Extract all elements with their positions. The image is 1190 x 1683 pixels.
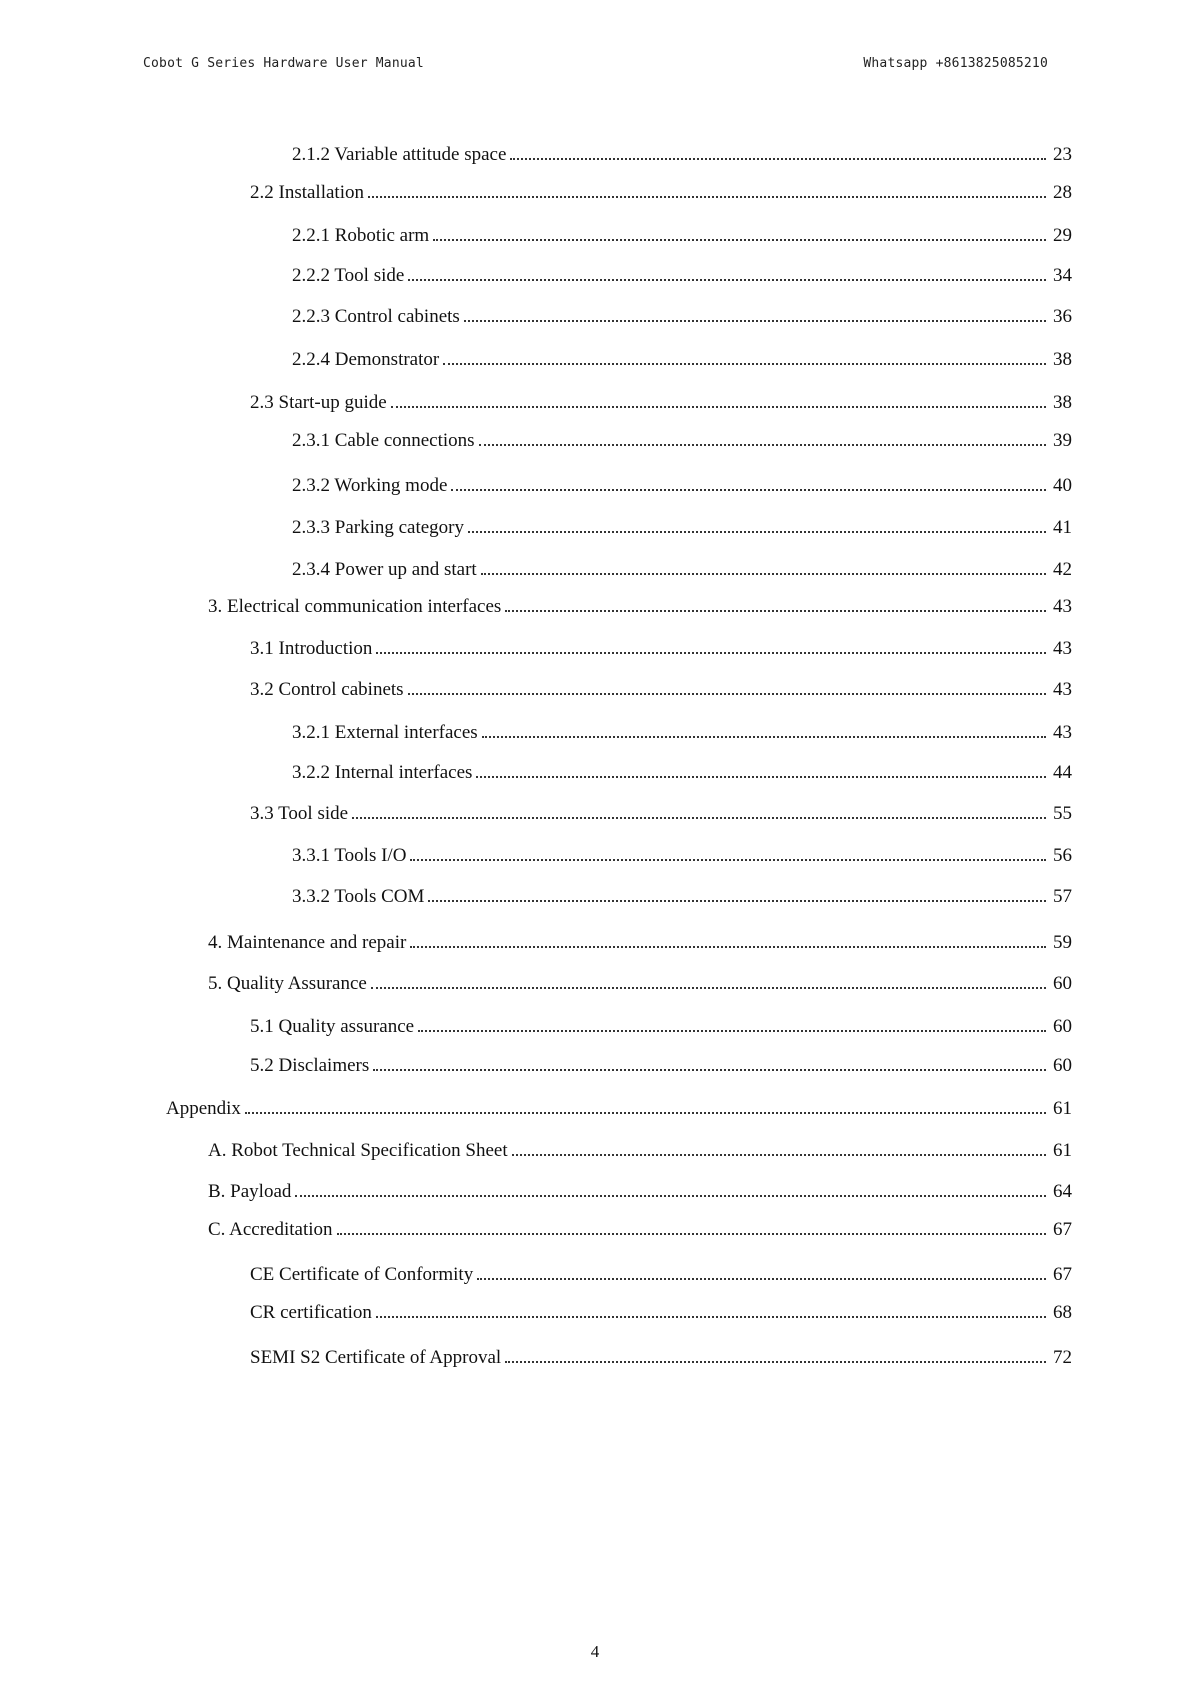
- toc-entry-label: 2.1.2 Variable attitude space: [292, 144, 507, 165]
- toc-entry-page: 36: [1053, 306, 1072, 327]
- toc-entry-label: 5. Quality Assurance: [208, 973, 367, 994]
- running-header-title: Cobot G Series Hardware User Manual: [143, 56, 424, 71]
- toc-entry-page: 57: [1053, 886, 1072, 907]
- toc-entry-label: A. Robot Technical Specification Sheet: [208, 1140, 508, 1161]
- toc-entry-page: 55: [1053, 803, 1072, 824]
- toc-entry-label: 2.2.2 Tool side: [292, 265, 405, 286]
- toc-leader-dots: [376, 652, 1046, 654]
- toc-entry-page: 68: [1053, 1302, 1072, 1323]
- toc-entry-label: 2.2 Installation: [250, 182, 364, 203]
- toc-entry[interactable]: [292, 347, 1072, 371]
- toc-entry-page: 60: [1053, 1016, 1072, 1037]
- toc-entry-label: 2.2.3 Control cabinets: [292, 306, 460, 327]
- toc-leader-dots: [368, 196, 1046, 198]
- toc-entry-page: 67: [1053, 1264, 1072, 1285]
- toc-entry-page: 39: [1053, 430, 1072, 451]
- toc-entry[interactable]: [292, 720, 1072, 744]
- toc-entry[interactable]: [250, 390, 1072, 414]
- toc-entry-page: 38: [1053, 349, 1072, 370]
- toc-entry-page: 28: [1053, 182, 1072, 203]
- toc-entry[interactable]: [292, 142, 1072, 166]
- toc-entry-label: CE Certificate of Conformity: [250, 1264, 474, 1285]
- toc-entry[interactable]: [208, 594, 1072, 618]
- toc-leader-dots: [371, 987, 1046, 989]
- toc-entry-label: 2.3.3 Parking category: [292, 517, 465, 538]
- toc-entry-label: 3.2.2 Internal interfaces: [292, 762, 473, 783]
- toc-entry-label: 2.3.2 Working mode: [292, 475, 448, 496]
- toc-entry-page: 42: [1053, 559, 1072, 580]
- toc-leader-dots: [373, 1069, 1046, 1071]
- toc-entry-label: B. Payload: [208, 1181, 292, 1202]
- toc-leader-dots: [512, 1154, 1046, 1156]
- toc-entry-page: 34: [1053, 265, 1072, 286]
- toc-leader-dots: [510, 158, 1046, 160]
- toc-entry-label: 2.3.4 Power up and start: [292, 559, 477, 580]
- toc-leader-dots: [477, 1278, 1046, 1280]
- toc-entry-page: 43: [1053, 679, 1072, 700]
- toc-entry-label: SEMI S2 Certificate of Approval: [250, 1347, 502, 1368]
- toc-entry-page: 72: [1053, 1347, 1072, 1368]
- toc-entry-label: 2.3 Start-up guide: [250, 392, 387, 413]
- toc-entry[interactable]: [208, 1179, 1072, 1203]
- toc-leader-dots: [482, 736, 1046, 738]
- toc-entry-page: 64: [1053, 1181, 1072, 1202]
- toc-entry-label: 3.3.2 Tools COM: [292, 886, 425, 907]
- toc-leader-dots: [481, 573, 1046, 575]
- toc-entry-page: 56: [1053, 845, 1072, 866]
- toc-entry-label: 2.3.1 Cable connections: [292, 430, 475, 451]
- toc-entry[interactable]: [250, 1014, 1072, 1038]
- toc-leader-dots: [376, 1316, 1046, 1318]
- toc-leader-dots: [410, 859, 1046, 861]
- toc-entry[interactable]: [250, 1262, 1072, 1286]
- toc-entry[interactable]: [250, 1300, 1072, 1324]
- toc-leader-dots: [451, 489, 1046, 491]
- toc-leader-dots: [433, 239, 1046, 241]
- toc-leader-dots: [408, 693, 1046, 695]
- running-header-contact: Whatsapp +8613825085210: [863, 56, 1048, 71]
- toc-entry[interactable]: [292, 515, 1072, 539]
- toc-leader-dots: [295, 1195, 1046, 1197]
- toc-entry[interactable]: [250, 1053, 1072, 1077]
- toc-entry-label: 5.2 Disclaimers: [250, 1055, 370, 1076]
- toc-leader-dots: [337, 1233, 1046, 1235]
- toc-entry-label: 3.3 Tool side: [250, 803, 349, 824]
- toc-entry-page: 60: [1053, 1055, 1072, 1076]
- toc-entry[interactable]: [208, 1138, 1072, 1162]
- toc-entry[interactable]: [292, 884, 1072, 908]
- toc-entry-page: 23: [1053, 144, 1072, 165]
- toc-leader-dots: [443, 363, 1046, 365]
- toc-entry[interactable]: [208, 930, 1072, 954]
- toc-leader-dots: [408, 279, 1046, 281]
- toc-entry-label: 2.2.4 Demonstrator: [292, 349, 440, 370]
- toc-leader-dots: [410, 946, 1046, 948]
- toc-leader-dots: [505, 1361, 1046, 1363]
- toc-entry[interactable]: [208, 971, 1072, 995]
- toc-entry[interactable]: [250, 1345, 1072, 1369]
- toc-leader-dots: [418, 1030, 1046, 1032]
- toc-entry[interactable]: [250, 180, 1072, 204]
- toc-entry-label: 3.2 Control cabinets: [250, 679, 404, 700]
- toc-leader-dots: [505, 610, 1046, 612]
- toc-entry-page: 29: [1053, 225, 1072, 246]
- toc-entry[interactable]: [292, 304, 1072, 328]
- toc-entry-page: 43: [1053, 722, 1072, 743]
- toc-entry-label: 3.3.1 Tools I/O: [292, 845, 407, 866]
- toc-entry-label: 3.1 Introduction: [250, 638, 373, 659]
- toc-entry-label: 3.2.1 External interfaces: [292, 722, 478, 743]
- toc-leader-dots: [245, 1112, 1046, 1114]
- toc-entry[interactable]: [250, 677, 1072, 701]
- toc-entry-page: 67: [1053, 1219, 1072, 1240]
- toc-entry-page: 61: [1053, 1098, 1072, 1119]
- toc-entry-label: 4. Maintenance and repair: [208, 932, 407, 953]
- toc-entry-label: Appendix: [166, 1098, 241, 1119]
- toc-entry[interactable]: [292, 263, 1072, 287]
- toc-entry-page: 41: [1053, 517, 1072, 538]
- toc-entry-page: 40: [1053, 475, 1072, 496]
- toc-entry-label: CR certification: [250, 1302, 372, 1323]
- toc-entry-page: 38: [1053, 392, 1072, 413]
- toc-entry-label: 5.1 Quality assurance: [250, 1016, 415, 1037]
- toc-entry[interactable]: [292, 843, 1072, 867]
- page-number: 4: [590, 1642, 600, 1661]
- toc-entry[interactable]: [250, 636, 1072, 660]
- toc-entry[interactable]: [208, 1217, 1072, 1241]
- toc-entry-page: 59: [1053, 932, 1072, 953]
- toc-entry[interactable]: [292, 223, 1072, 247]
- toc-leader-dots: [468, 531, 1046, 533]
- toc-leader-dots: [391, 406, 1046, 408]
- toc-leader-dots: [476, 776, 1046, 778]
- toc-leader-dots: [479, 444, 1046, 446]
- toc-entry-page: 43: [1053, 638, 1072, 659]
- toc-leader-dots: [428, 900, 1046, 902]
- toc-entry[interactable]: [166, 1096, 1072, 1120]
- toc-entry[interactable]: [292, 557, 1072, 581]
- toc-entry-label: 3. Electrical communication interfaces: [208, 596, 502, 617]
- toc-entry-page: 44: [1053, 762, 1072, 783]
- toc-entry[interactable]: [292, 473, 1072, 497]
- toc-entry-label: C. Accreditation: [208, 1219, 333, 1240]
- toc-entry-page: 61: [1053, 1140, 1072, 1161]
- toc-entry[interactable]: [292, 428, 1072, 452]
- toc-entry-page: 43: [1053, 596, 1072, 617]
- toc-entry-label: 2.2.1 Robotic arm: [292, 225, 430, 246]
- toc-entry[interactable]: [250, 801, 1072, 825]
- toc-leader-dots: [464, 320, 1046, 322]
- toc-entry[interactable]: [292, 760, 1072, 784]
- toc-leader-dots: [352, 817, 1046, 819]
- toc-entry-page: 60: [1053, 973, 1072, 994]
